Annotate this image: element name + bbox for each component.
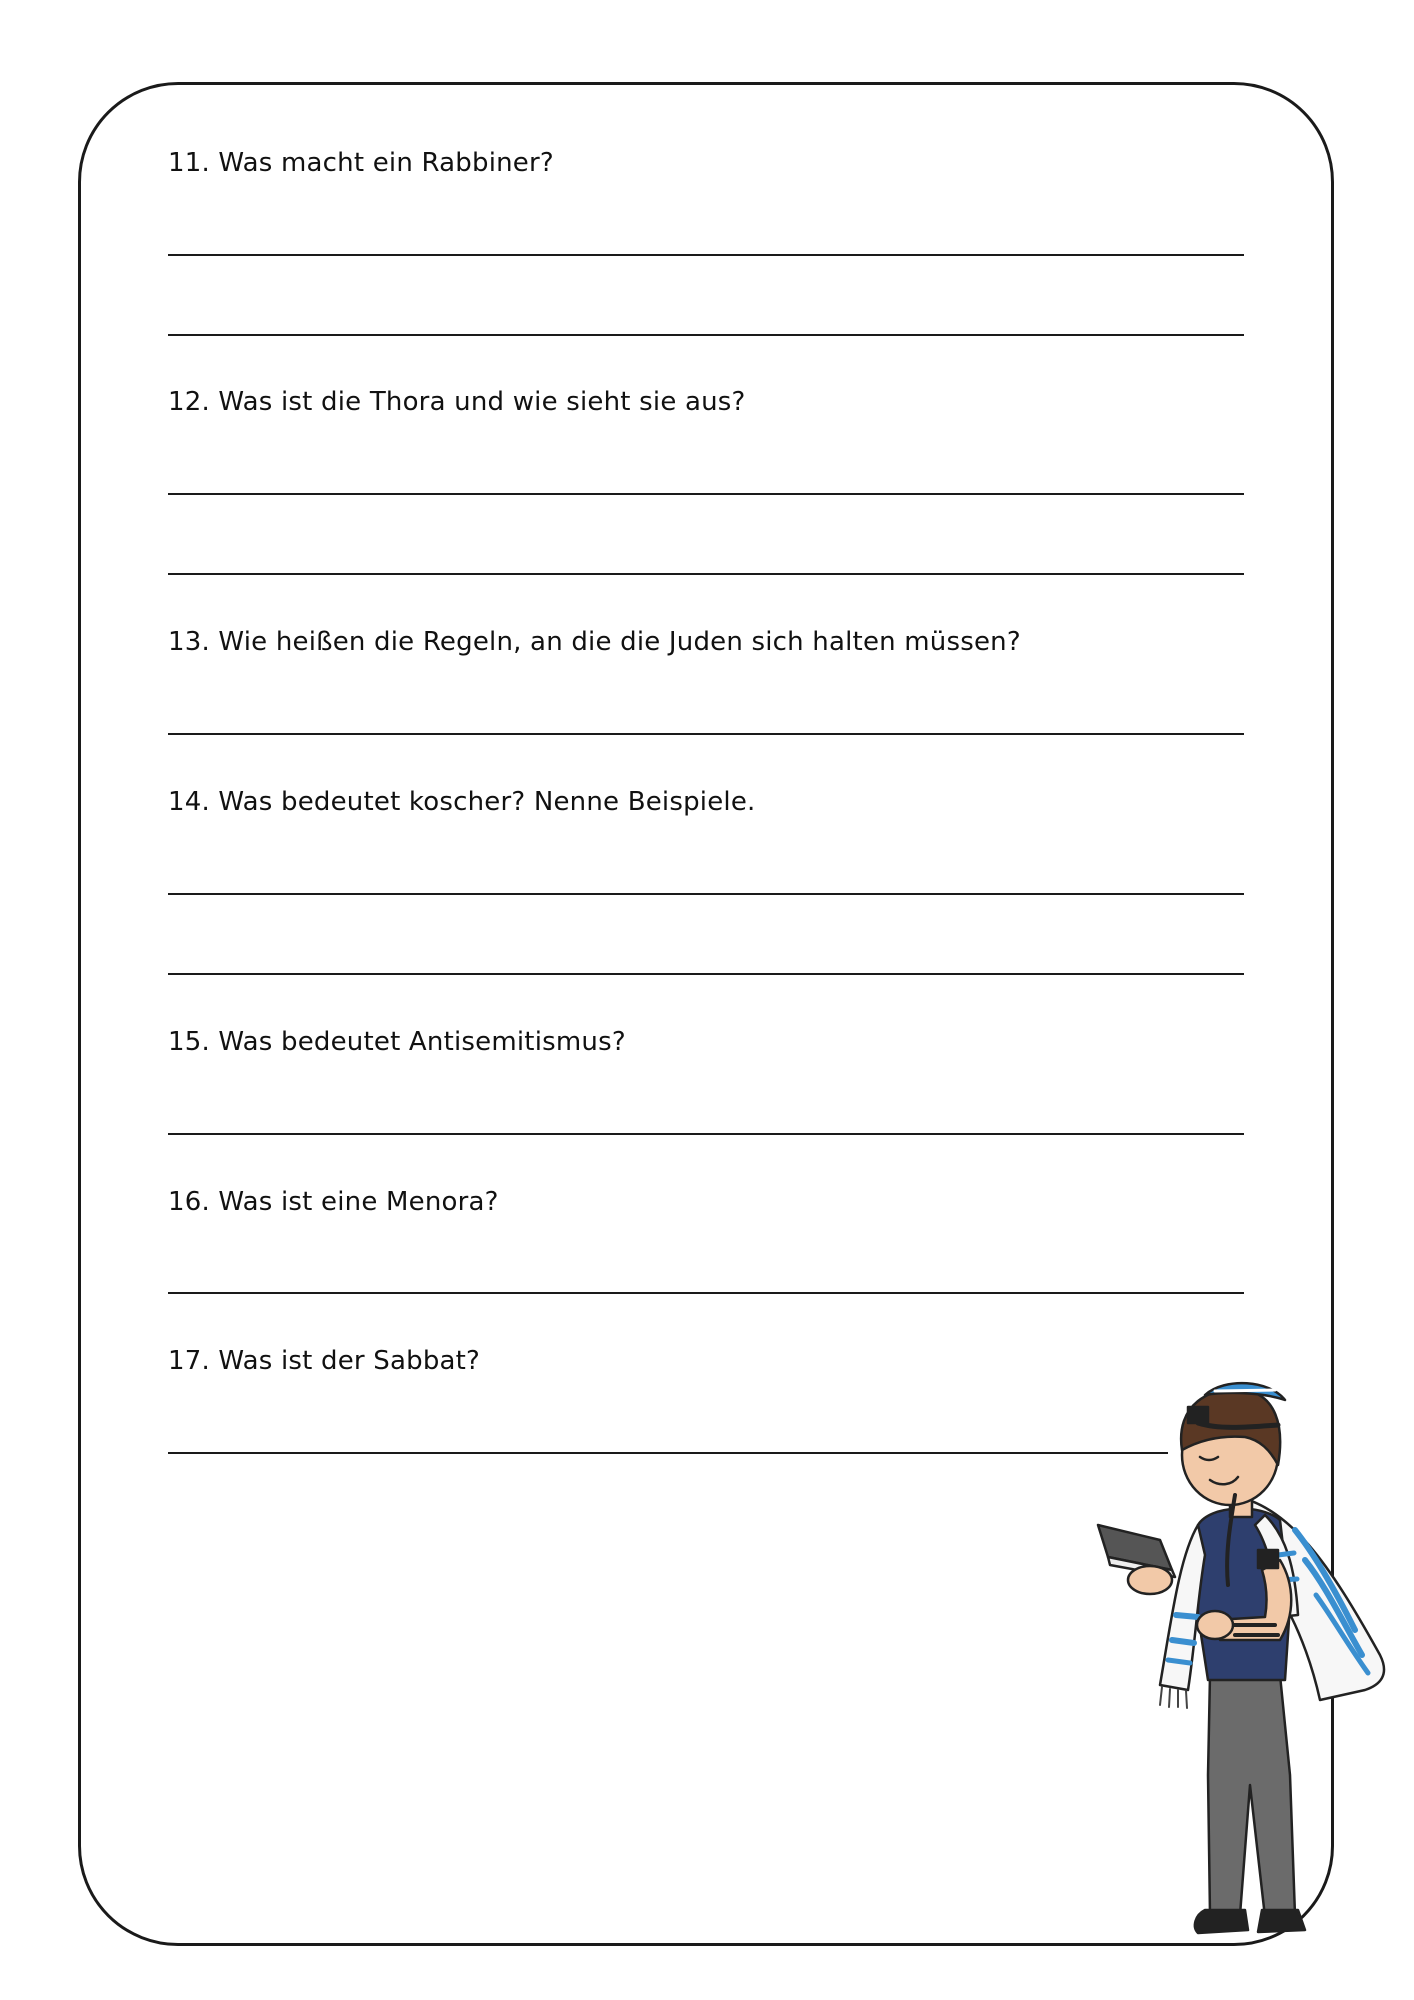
answer-line[interactable]	[168, 1292, 1244, 1294]
answer-line[interactable]	[168, 1133, 1244, 1135]
praying-boy-with-tallit-illustration	[1080, 1355, 1400, 1955]
answer-line[interactable]	[168, 254, 1244, 256]
question-13: 13. Wie heißen die Regeln, an die die Juden sich halten müssen?	[168, 627, 1021, 657]
question-15: 15. Was bedeutet Antisemitismus?	[168, 1027, 626, 1057]
answer-line[interactable]	[168, 334, 1244, 336]
answer-line[interactable]	[168, 973, 1244, 975]
answer-line[interactable]	[168, 1452, 1168, 1454]
question-16: 16. Was ist eine Menora?	[168, 1187, 499, 1217]
answer-line[interactable]	[168, 733, 1244, 735]
question-17: 17. Was ist der Sabbat?	[168, 1346, 481, 1376]
answer-line[interactable]	[168, 493, 1244, 495]
question-14: 14. Was bedeutet koscher? Nenne Beispiele.	[168, 787, 756, 817]
question-11: 11. Was macht ein Rabbiner?	[168, 148, 554, 178]
answer-line[interactable]	[168, 893, 1244, 895]
question-12: 12. Was ist die Thora und wie sieht sie aus?	[168, 387, 746, 417]
answer-line[interactable]	[168, 573, 1244, 575]
